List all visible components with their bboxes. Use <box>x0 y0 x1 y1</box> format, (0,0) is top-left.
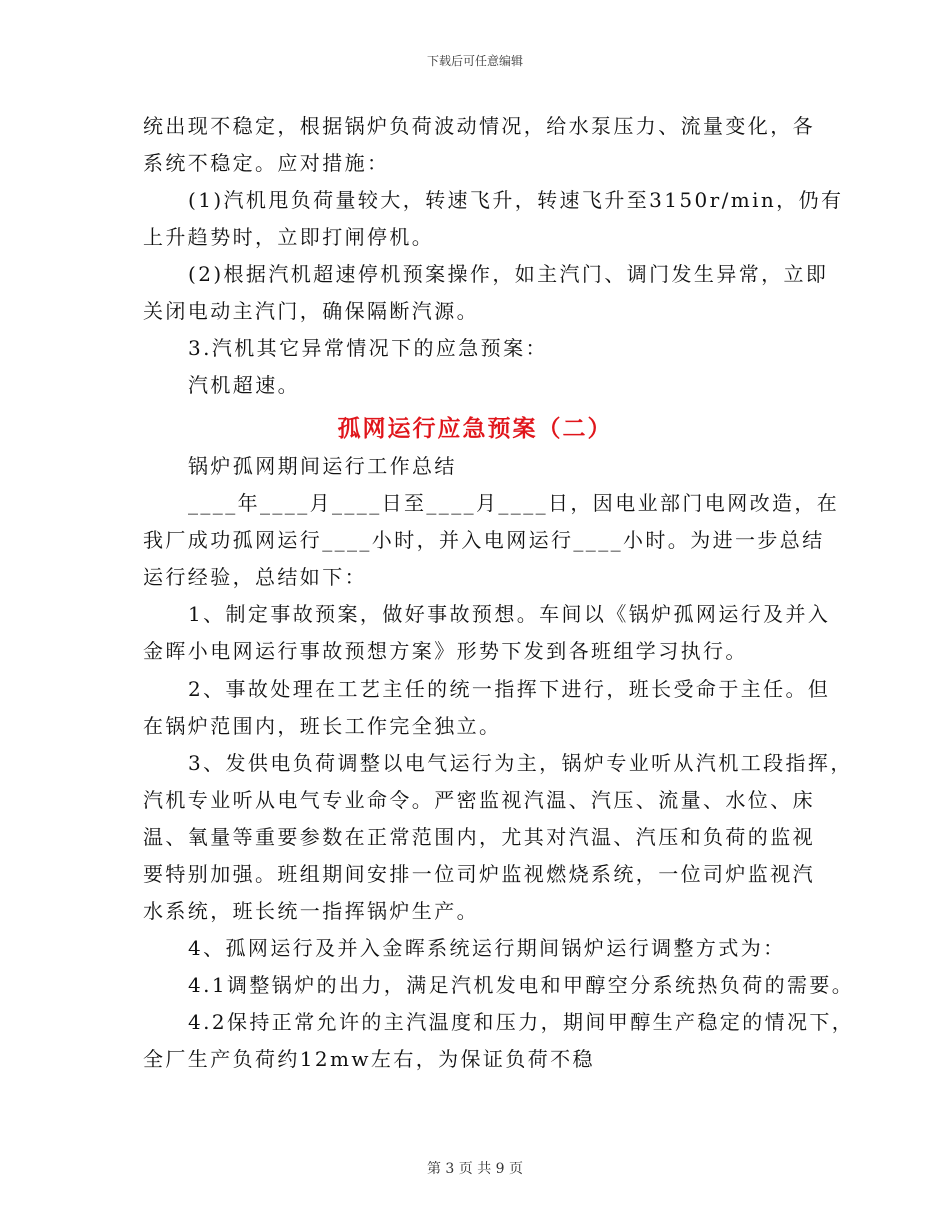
section-title: 孤网运行应急预案（二） <box>337 415 613 442</box>
text-line: 金晖小电网运行事故预想方案》形势下发到各班组学习执行。 <box>143 639 748 663</box>
text-line: 3.汽机其它异常情况下的应急预案： <box>188 336 548 360</box>
text-line: 汽机超速。 <box>188 373 300 397</box>
page-header: 下载后可任意编辑 <box>426 54 523 68</box>
text-line: 汽机专业听从电气专业命令。严密监视汽温、汽压、流量、水位、床 <box>143 788 815 812</box>
page-footer: 第 3 页 共 9 页 <box>426 1161 524 1177</box>
text-line: (2)根据汽机超速停机预案操作，如主汽门、调门发生异常，立即 <box>188 262 829 286</box>
text-line: 3、发供电负荷调整以电气运行为主，锅炉专业听从汽机工段指挥， <box>188 751 853 775</box>
text-line: 1、制定事故预案，做好事故预想。车间以《锅炉孤网运行及并入 <box>188 602 831 626</box>
text-line: (1)汽机甩负荷量较大，转速飞升，转速飞升至3150r/min，仍有 <box>188 188 844 212</box>
text-line: 关闭电动主汽门，确保隔断汽源。 <box>143 299 479 323</box>
text-line: 2、事故处理在工艺主任的统一指挥下进行，班长受命于主任。但 <box>188 677 831 701</box>
text-line: 上升趋势时，立即打闸停机。 <box>143 225 435 249</box>
text-line: 我厂成功孤网运行____小时，并入电网运行____小时。为进一步总结 <box>143 528 825 552</box>
text-line: ____年____月____日至____月____日，因电业部门电网改造，在 <box>188 491 840 515</box>
text-line: 要特别加强。班组期间安排一位司炉监视燃烧系统，一位司炉监视汽 <box>143 862 815 886</box>
text-line: 4.1调整锅炉的出力，满足汽机发电和甲醇空分系统热负荷的需要。 <box>188 973 855 997</box>
text-line: 水系统，班长统一指挥锅炉生产。 <box>143 899 479 923</box>
text-line: 4、孤网运行及并入金晖系统运行期间锅炉运行调整方式为： <box>188 936 786 960</box>
text-line: 运行经验，总结如下： <box>143 565 367 589</box>
text-line: 系统不稳定。应对措施： <box>143 151 390 175</box>
text-line: 统出现不稳定，根据锅炉负荷波动情况，给水泵压力、流量变化，各 <box>143 114 815 138</box>
text-line: 全厂生产负荷约12mw左右，为保证负荷不稳 <box>143 1047 595 1071</box>
text-line: 温、氧量等重要参数在正常范围内，尤其对汽温、汽压和负荷的监视 <box>143 825 815 849</box>
text-line: 在锅炉范围内，班长工作完全独立。 <box>143 714 502 738</box>
text-line: 4.2保持正常允许的主汽温度和压力，期间甲醇生产稳定的情况下， <box>188 1010 855 1034</box>
text-line: 锅炉孤网期间运行工作总结 <box>188 454 457 478</box>
